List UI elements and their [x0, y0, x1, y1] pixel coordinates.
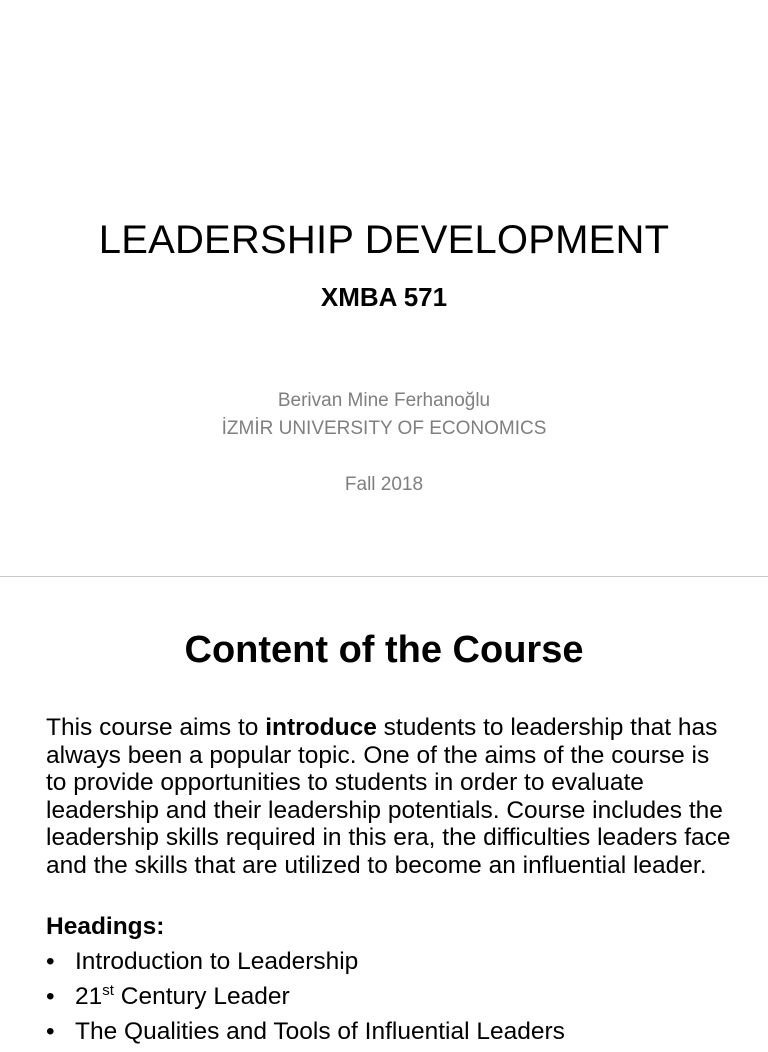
bullet-icon: •: [46, 948, 55, 975]
list-item: [46, 1017, 565, 1052]
headings-list: [46, 947, 565, 1052]
university-name: İZMİR UNIVERSITY OF ECONOMICS: [221, 418, 547, 439]
slide-title: LEADERSHIP DEVELOPMENT: [98, 218, 670, 262]
headings-label: Headings:: [46, 913, 165, 940]
course-code: XMBA 571: [320, 282, 448, 312]
list-item-number: 21: [75, 983, 103, 1010]
list-item-text: The Qualities and Tools of Influential Leaders: [75, 1018, 565, 1045]
list-item-text: Century Leader: [113, 983, 290, 1010]
content-slide: [0, 576, 768, 1045]
list-item-text: Introduction to Leadership: [75, 948, 359, 975]
term-label: Fall 2018: [344, 474, 424, 495]
bullet-icon: •: [46, 1018, 55, 1045]
course-description: [46, 714, 736, 879]
list-item-superscript: st: [102, 982, 114, 999]
list-item: [46, 947, 565, 982]
list-item: [46, 982, 565, 1017]
bullet-icon: •: [46, 983, 55, 1010]
description-text-start: This course aims to: [46, 714, 266, 741]
author-name: Berivan Mine Ferhanoğlu: [277, 390, 491, 411]
description-bold-word: introduce: [265, 714, 377, 741]
description-text-end: students to leadership that has always been a popular topic. One of the aims of the course is to provide opportunities to students in order to evaluate leadership and their leadership potentials. Course includes the leadership skills required in this era, the difficulties leaders face and the skills that are utilized to become an influential leader.: [46, 714, 731, 879]
content-title: Content of the Course: [184, 629, 584, 671]
